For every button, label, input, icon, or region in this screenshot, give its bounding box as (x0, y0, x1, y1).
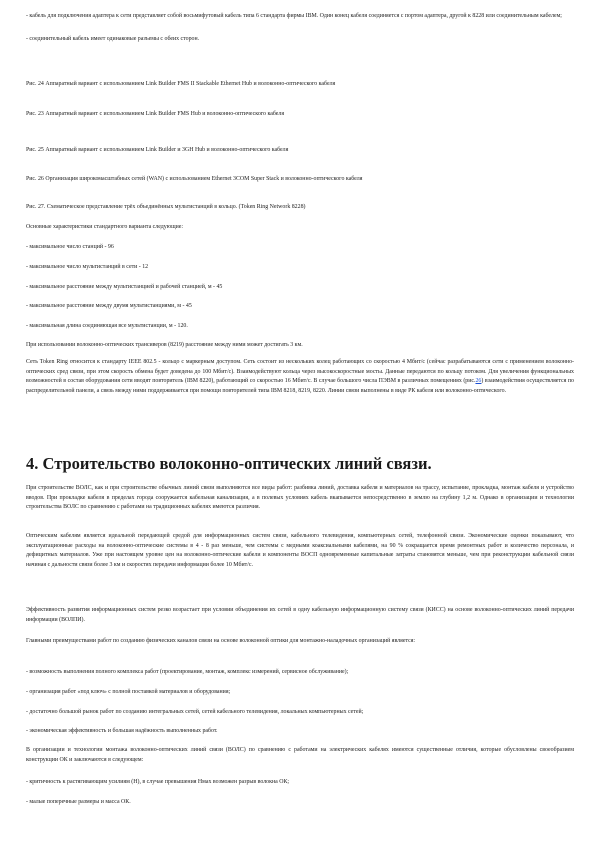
advantage-item: - организация работ «под ключ» с полной поставкой материалов и оборудования; (26, 689, 231, 695)
specs-outro: При использовании волоконно-оптических трансиверов (8219) расстояние между ними может достигать 3 км. (26, 342, 303, 348)
advantage-item: - достаточно большой рынок работ по созданию интегральных сетей, сетей кабельного телевидения, локальных компьютерных сетей; (26, 709, 364, 715)
advantage-item: - возможность выполнения полного комплекса работ (проектирование, монтаж, комплекс измерений, сервисное обслуживание); (26, 669, 349, 675)
section-heading: 4. Строительство волоконно-оптических линий связи. (26, 454, 432, 473)
token-ring-text-before: Сеть Token Ring относится к стандарту IEEE 802.5 - кольцо с маркерным доступом. Сеть состоит из нескольких колец работающих со скоростью 4 Мбит/с (сейчас разрабатываются сети с применением волоконно-оптических сред связи, при этом скорость обмена будет доведена до 100 Мбит/с). Взаимодействуют кольца через высокоскоростные мосты. Данные передаются по кольцу потоком. Для увеличения функциональных возможностей в состав оборудования сети вводят повторитель (IBM 8220), работающий со скоростью 16 Мбит/с. В случае большого числа ПЭВМ в различных помещениях (рис. (26, 359, 574, 385)
figure-23-caption: Рис. 23 Аппаратный вариант с использованием Link Builder FMS Hub и волоконно-оптического кабеля (26, 111, 285, 117)
spec-item: - максимальное расстояние между мультистанцией и рабочей станцией, м - 45 (26, 284, 223, 290)
spec-item: - максимальная длина соединяющая все мультистанции, м - 120. (26, 323, 188, 329)
information-systems-paragraph: Эффективность развития информационных систем резко возрастает при условии объединения их сетей в одну кабельную информационную систему связи (КИСС) на основе волоконно-оптических линий передачи информации (ВОЛПИ). (26, 607, 574, 623)
spec-item: - максимальное число станций - 96 (26, 244, 114, 250)
figure-26-caption: Рис. 26 Организация широкомасштабных сетей (WAN) с использованием Ethernet 3COM Super Stack и волоконно-оптического кабеля (26, 176, 363, 182)
construction-paragraph: При строительстве ВОЛС, как и при строительстве обычных линий связи выполняются все виды работ: разбивка линий, доставка кабеля и материалов на трассу, испытание, прокладка, монтаж кабеля и устройство вводов. При прокладке кабеля в пределах города сооружается кабельная канализация, а в полевых условиях кабель вкапывается непосредственно в землю на глубину 1,2 м. Однако в организации и технологии строительства ВОЛС по сравнению с работами на традиционных кабелях имеются различия. (26, 485, 574, 511)
advantage-item: - экономическая эффективность и большая надёжность выполненных работ. (26, 728, 218, 734)
technology-differences-paragraph: В организации и технологии монтажа волоконно-оптических линий связи (ВОЛС) по сравнению с работами на электрических кабелях имеются существенные отличия, которые обусловлены своеобразием конструкции ОК и заключаются в следующем: (26, 747, 574, 763)
advantages-intro-paragraph: Главными преимуществами работ по созданию физических каналов связи на основе волоконной оптики для монтажно-наладочных организаций является: (26, 638, 416, 644)
token-ring-text-after: ) взаимодействия осуществляется по распределительной панели, а связь между ними поддерживается при помощи повторителей типа IBM 8218, 8219, 8220. Линии связи выполнены в виде РК кабеля или волоконно-оптического. (26, 378, 574, 394)
difference-item: - критичность к растягивающим усилиям (Н), в случае превышения Нмах возможен разрыв волокна ОК; (26, 779, 290, 785)
optical-cable-benefits-paragraph: Оптическим кабелям является идеальной передающей средой для информационных систем связи, кабельного телевидения, компьютерных сетей, телефонной связи. Экономические оценки показывают, что эксплуатационные расходы на волоконно-оптические системы в 4 - 8 раз меньше, чем системы с медными коаксиальными кабелями, на 90 % сокращается время ремонтных работ и количество персонала, и дефицитных материалов. Уже при настоящем уровне цен на волоконно-оптические кабели и компоненты ВОСП одновременные капитальные затраты становятся меньше, чем при реконструкции кабельной связи начиная с дальности связи более 3 км и скоростях передачи информации более 10 Мбит/с. (26, 533, 574, 568)
difference-item: - малые поперечные размеры и масса ОК. (26, 799, 131, 805)
spec-item: - максимальное число мультистанций в сети - 12 (26, 264, 149, 270)
cable-adapter-paragraph: - кабель для подключения адаптера к сети представляет собой восьмифутовый кабель типа 6 стандарта фирмы IBM. Один конец кабеля соединяется с портом адаптера, другой к 8228 или соединительным кабелем; (26, 13, 562, 19)
connector-cable-paragraph: - соединительный кабель имеет одинаковые разъемы с обеих сторон. (26, 36, 200, 42)
figure-27-caption: Рис. 27. Схематическое представление трёх объединённых мультистанций в кольцо. (Token Ring Network 8228) (26, 204, 306, 210)
spec-item: - максимальное расстояние между двумя мультистанциями, м - 45 (26, 303, 192, 309)
token-ring-paragraph (26, 358, 574, 396)
specs-intro: Основные характеристики стандартного варианта следующие: (26, 224, 184, 230)
figure-25-caption: Рис. 25 Аппаратный вариант с использованием Link Builder и 3GH Hub и волоконно-оптического кабеля (26, 147, 289, 153)
figure-26-link[interactable]: 26 (475, 378, 482, 385)
figure-24-caption: Рис. 24 Аппаратный вариант с использованием Link Builder FMS II Stackable Ethernet Hub и волоконно-оптического кабеля (26, 81, 336, 87)
